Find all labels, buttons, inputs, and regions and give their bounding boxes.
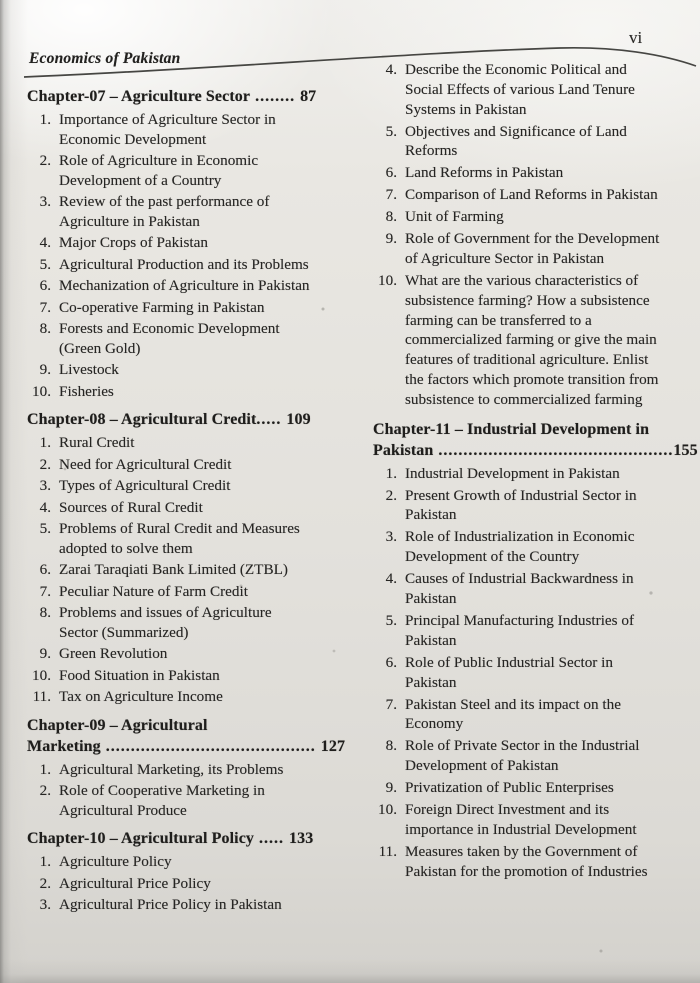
item-number: 3. [39,477,51,494]
item-text: Role of Industrialization in Economic Development of the Country [405,528,635,566]
chapter-title: Chapter-09 – Agricultural [27,716,208,734]
toc-item [373,464,695,484]
chapter-page-number: 155 [673,441,698,459]
item-text: Present Growth of Industrial Sector in Pakistan [405,486,637,524]
toc-item [373,778,695,798]
leader-dots: .......................................... [100,737,321,755]
chapter-heading [27,86,349,107]
item-text: Role of Public Industrial Sector in Pakistan [405,653,613,691]
leader-dots: ..... [256,411,287,428]
item-number: 1. [385,464,397,482]
toc-item [373,653,695,693]
chapter-page-number: 109 [286,411,311,428]
toc-item [373,207,695,227]
item-number: 4. [39,234,51,251]
item-text: Describe the Economic Political and Social Effects of various Land Tenure Systems in Pakistan [405,61,635,118]
chapter-page-number: 133 [289,830,314,847]
item-text: Agricultural Price Policy in Pakistan [59,896,282,913]
item-text: Objectives and Significance of Land Reforms [405,122,627,160]
toc-section [27,86,349,401]
toc-item [373,736,695,776]
item-number: 7. [385,186,397,204]
item-number: 10. [32,666,51,684]
item-text: Types of Agricultural Credit [59,477,231,494]
chapter-heading [27,715,349,757]
item-number: 1. [39,434,51,451]
item-text: Agricultural Production and its Problems [59,255,309,273]
toc-section [27,409,349,707]
item-text: Industrial Development in Pakistan [405,464,620,482]
item-number: 7. [39,582,51,600]
chapter-title: Pakistan [373,441,434,459]
item-text: What are the various characteristics of subsistence farming? How a subsistence farming can be transferred to a commercialized farming or give the main features of traditional agriculture. Enlist the factors which promote transition from subsistence to commercialized farming [405,272,659,408]
toc-item [27,233,349,253]
chapter-title: Chapter-08 – Agricultural Credit [27,411,257,428]
chapter-title: Marketing [27,737,101,755]
toc-item [27,687,349,707]
item-text: Role of Private Sector in the Industrial Development of Pakistan [405,737,640,775]
item-number: 2. [39,782,51,799]
item-number: 5. [385,122,397,140]
item-number: 3. [385,528,397,546]
toc-item [27,433,349,453]
item-number: 10. [378,801,397,819]
toc-item [373,163,695,183]
item-number: 5. [385,612,397,629]
item-number: 8. [39,604,51,621]
item-number: 8. [385,208,397,226]
toc-item [373,800,695,840]
toc-item [373,569,695,609]
item-number: 1. [39,760,51,778]
toc-item [373,229,695,269]
item-number: 11. [32,688,51,705]
item-number: 1. [39,111,51,128]
item-number: 3. [39,193,51,210]
toc-item [27,519,349,558]
toc-item [373,842,695,882]
chapter-page-number: 87 [300,88,317,105]
chapter-title: Chapter-07 – Agriculture Sector [27,88,251,105]
item-text: Problems and issues of Agriculture Sector (Summarized) [59,604,272,641]
item-number: 4. [39,498,51,516]
chapter-title: Chapter-11 – Industrial Development in [373,420,650,438]
chapter-title: Chapter-10 – Agricultural Policy [27,830,255,847]
toc-item [27,455,349,475]
chapter-heading [27,828,349,849]
toc-section [373,419,698,882]
scan-specks [0,0,2,2]
item-text: Agricultural Marketing, its Problems [59,760,284,778]
item-text: Rural Credit [59,434,135,451]
toc-item [27,110,349,149]
item-number: 8. [385,737,397,755]
item-text: Comparison of Land Reforms in Pakistan [405,186,658,204]
toc-item [27,255,349,275]
chapter-heading [373,419,698,461]
item-number: 9. [39,645,51,662]
item-number: 4. [385,570,397,588]
item-number: 5. [39,520,51,537]
item-number: 10. [378,272,397,290]
item-text: Mechanization of Agriculture in Pakistan [59,277,310,294]
chapter-page-number: 127 [320,737,346,755]
chapter-heading [27,409,349,430]
toc-column-right [373,60,698,884]
item-number: 2. [39,152,51,169]
toc-section [27,828,349,915]
item-text: Foreign Direct Investment and its importance in Industrial Development [405,801,637,838]
leader-dots: ..... [254,830,290,847]
item-number: 3. [39,896,51,913]
toc-item [27,603,349,642]
toc-item [373,527,695,567]
item-number: 6. [39,561,51,578]
toc-item [27,298,349,318]
item-text: Sources of Rural Credit [59,498,203,516]
item-text: Major Crops of Pakistan [59,234,208,251]
item-number: 9. [385,779,397,797]
item-text: Importance of Agriculture Sector in Economic Development [59,111,276,148]
item-text: Fisheries [59,382,114,400]
item-text: Agriculture Policy [59,853,172,870]
item-number: 6. [39,277,51,294]
toc-item [373,60,695,119]
item-number: 1. [39,853,51,870]
item-number: 9. [39,361,51,378]
item-number: 4. [385,61,397,78]
item-text: Causes of Industrial Backwardness in Pakistan [405,570,634,608]
toc-item [373,611,695,651]
item-text: Livestock [59,361,119,378]
toc-item [27,151,349,190]
item-text: Zarai Taraqiati Bank Limited (ZTBL) [59,561,288,578]
toc-item [373,122,695,162]
item-number: 9. [385,230,397,248]
item-number: 10. [32,382,51,400]
item-text: Principal Manufacturing Industries of Pakistan [405,612,635,649]
toc-item [27,666,349,686]
toc-item [27,560,349,580]
toc-item [27,476,349,496]
toc-item [27,895,349,915]
item-number: 6. [385,164,397,182]
leader-dots: ........ [250,88,301,105]
item-text: Co-operative Farming in Pakistan [59,298,265,316]
toc-item [27,852,349,872]
item-number: 11. [378,842,397,860]
toc-item [373,695,695,735]
item-text: Agricultural Price Policy [59,874,211,892]
item-number: 2. [385,486,397,504]
toc-item [27,498,349,518]
item-text: Peculiar Nature of Farm Credit [59,582,248,600]
toc-item [27,360,349,380]
item-text: Role of Agriculture in Economic Development of a Country [59,152,259,189]
toc-column-left [27,86,349,917]
toc-item [373,486,695,526]
item-text: Review of the past performance of Agriculture in Pakistan [59,193,270,230]
item-text: Role of Government for the Development of Agriculture Sector in Pakistan [405,230,660,268]
toc-item [373,271,695,410]
toc-item [373,185,695,205]
toc-item [27,760,349,780]
item-text: Green Revolution [59,645,168,662]
item-number: 8. [39,320,51,337]
toc-section [373,60,695,410]
item-number: 7. [39,298,51,316]
item-text: Unit of Farming [405,208,504,226]
toc-item [27,276,349,296]
book-title: Economics of Pakistan [29,50,181,67]
toc-item [27,874,349,894]
toc-item [27,382,349,402]
toc-item [27,319,349,358]
leader-dots: ............................................... [433,441,674,459]
item-text: Privatization of Public Enterprises [405,779,614,797]
toc-item [27,582,349,602]
item-text: Food Situation in Pakistan [59,666,220,684]
item-text: Forests and Economic Development (Green Gold) [59,320,280,357]
item-number: 2. [39,874,51,892]
page-number: vi [629,28,643,47]
item-number: 2. [39,455,51,473]
item-text: Measures taken by the Government of Pakistan for the promotion of Industries [405,842,648,880]
item-number: 7. [385,695,397,713]
toc-item [27,781,349,820]
item-number: 5. [39,255,51,273]
item-text: Need for Agricultural Credit [59,455,232,473]
item-text: Pakistan Steel and its impact on the Economy [405,695,621,733]
item-text: Problems of Rural Credit and Measures adopted to solve them [59,520,300,557]
item-number: 6. [385,653,397,671]
toc-section [27,715,349,821]
item-text: Tax on Agriculture Income [59,688,223,705]
item-text: Land Reforms in Pakistan [405,164,564,182]
item-text: Role of Cooperative Marketing in Agricultural Produce [59,782,265,819]
toc-item [27,644,349,664]
toc-item [27,192,349,231]
